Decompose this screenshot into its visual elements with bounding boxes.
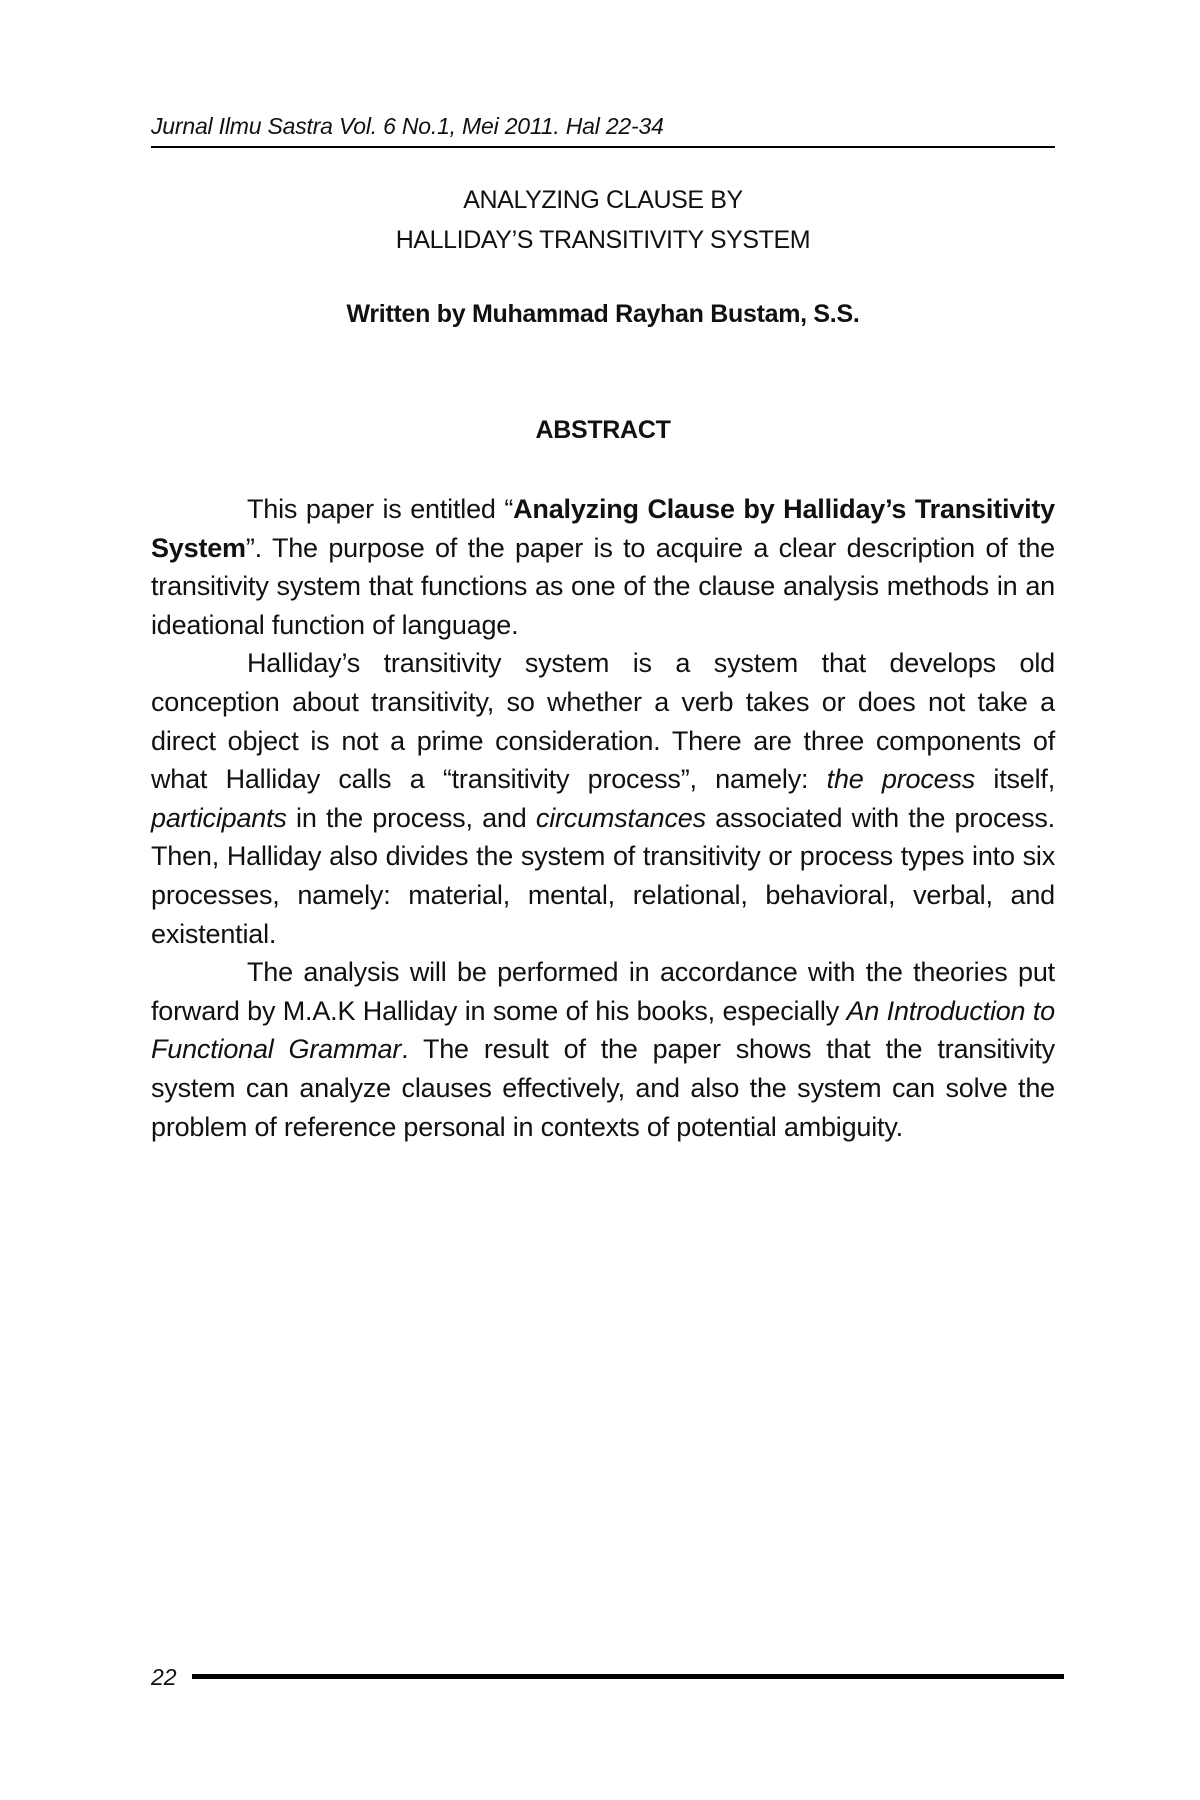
paper-title — [151, 180, 1055, 260]
p2-term-participants: participants — [151, 802, 287, 833]
abstract-body — [151, 490, 1055, 1146]
title-line-2: HALLIDAY’S TRANSITIVITY SYSTEM — [395, 226, 811, 254]
p2-term-process: the process — [826, 764, 976, 795]
header-rule — [151, 146, 1055, 148]
abstract-paragraph-1 — [151, 490, 1055, 644]
p2-text-a: Halliday’s transitivity system is a system that develops old conception about transitivity, so whether a verb takes or does not take a direct object is not a prime consideration. There are three components of what Halliday calls a “transitivity process”, namely: — [151, 648, 1055, 795]
abstract-heading: ABSTRACT — [535, 416, 671, 444]
p1-text-c: ”. The purpose of the paper is to acquire a clear description of the transitivity system that functions as one of the clause analysis methods in an ideational function of language. — [151, 532, 1055, 640]
p1-text-a: This paper is entitled “ — [247, 494, 514, 524]
footer-rule — [192, 1674, 1064, 1679]
p1-paper-title: Analyzing Clause by Halliday’s Transitivity System — [151, 494, 1055, 563]
p3-text-a: The analysis will be performed in accordance with the theories put forward by M.A.K Halliday in some of his books, especially — [151, 957, 1055, 1026]
p3-text-c: . The result of the paper shows that the transitivity system can analyze clauses effectively, and also the system can solve the problem of reference personal in contexts of potential ambiguity. — [151, 1034, 1055, 1142]
abstract-paragraph-2 — [151, 644, 1055, 953]
p3-book-title: An Introduction to Functional Grammar — [151, 995, 1055, 1065]
abstract-paragraph-3 — [151, 953, 1055, 1146]
author-line: Written by Muhammad Rayhan Bustam, S.S. — [346, 300, 860, 328]
p2-text-c: itself, — [975, 764, 1056, 795]
journal-header: Jurnal Ilmu Sastra Vol. 6 No.1, Mei 2011. Hal 22-34 — [151, 113, 664, 139]
page-number: 22 — [151, 1664, 177, 1690]
p2-text-e: in the process, and — [286, 802, 536, 833]
p2-text-g: associated with the process. Then, Halliday also divides the system of transitivity or process types into six processes, namely: material, mental, relational, behavioral, verbal, and existential. — [151, 802, 1055, 949]
p2-term-circumstances: circumstances — [535, 802, 706, 833]
title-line-1: ANALYZING CLAUSE BY — [463, 186, 743, 214]
